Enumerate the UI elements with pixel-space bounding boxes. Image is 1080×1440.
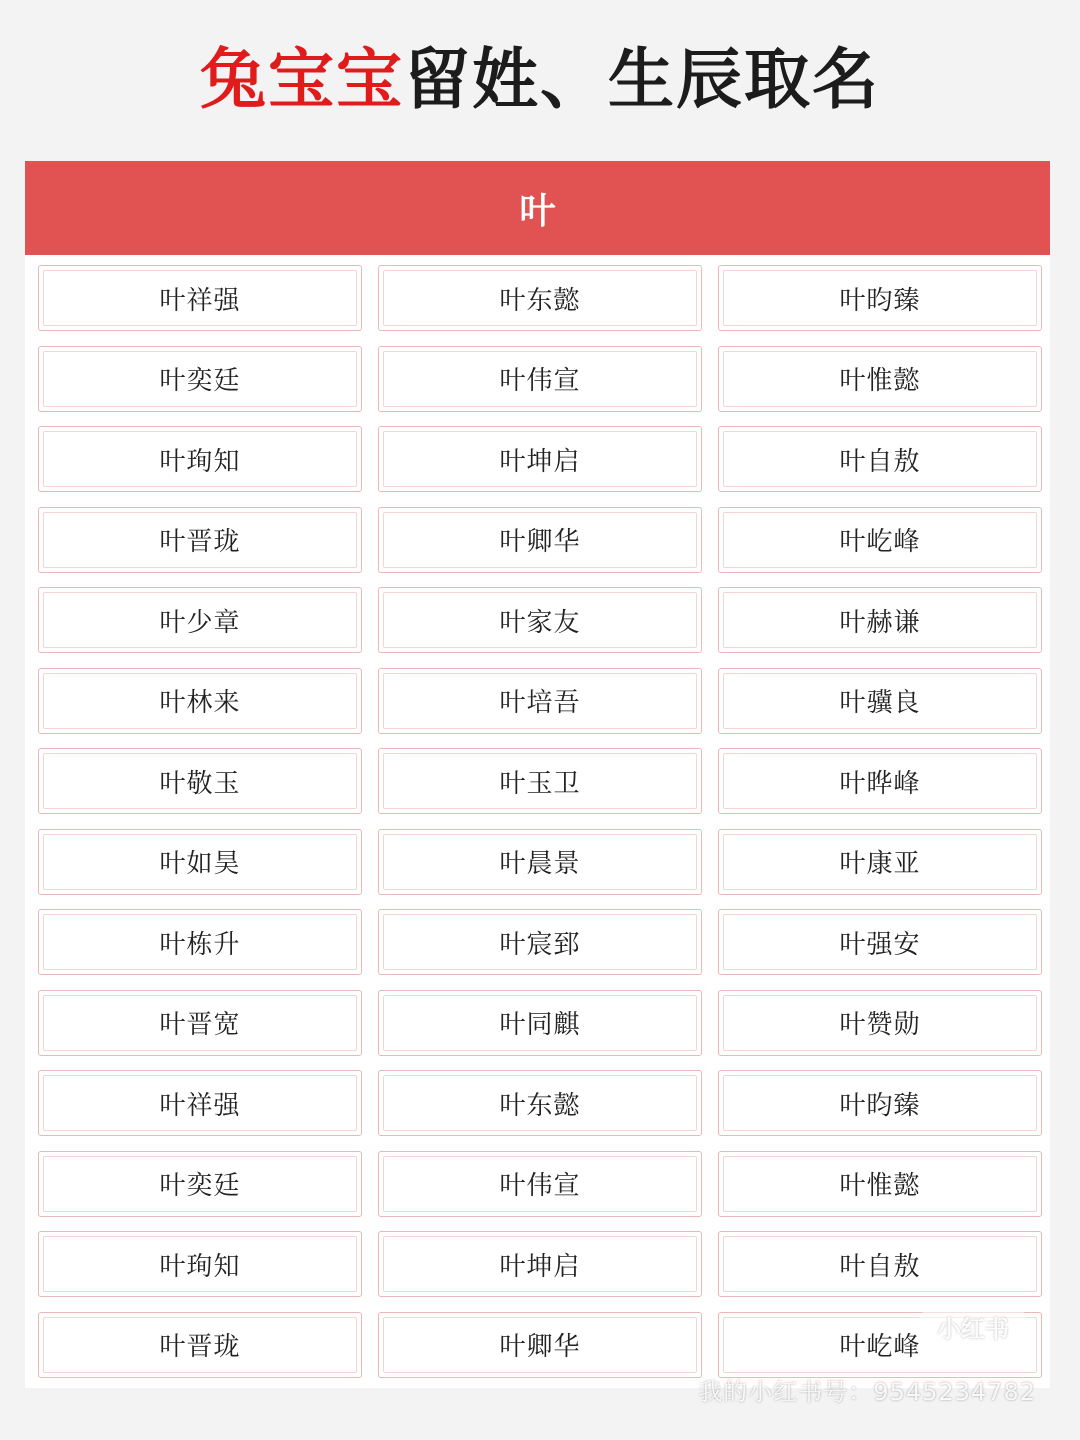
name-text: 叶晋珑	[159, 1332, 241, 1362]
name-cell	[38, 1231, 362, 1297]
name-cell	[38, 990, 362, 1056]
name-text: 叶昀臻	[839, 1090, 921, 1121]
watermark-logo: 小红书	[918, 1302, 1028, 1350]
name-cell	[38, 1070, 362, 1136]
name-cell	[718, 748, 1042, 814]
name-cell	[378, 1070, 702, 1136]
names-grid	[38, 265, 1042, 1378]
name-text: 叶昀臻	[839, 285, 921, 316]
name-text: 叶惟懿	[839, 1171, 921, 1201]
name-cell	[378, 1151, 702, 1217]
name-cell	[38, 1151, 362, 1217]
name-cell	[378, 1312, 702, 1378]
name-cell	[378, 990, 702, 1056]
name-cell	[378, 587, 702, 653]
name-cell	[718, 668, 1042, 734]
name-text: 叶自敖	[839, 1251, 921, 1282]
name-text: 叶晨景	[499, 849, 581, 879]
name-text: 叶坤启	[499, 1251, 581, 1282]
names-card	[25, 161, 1050, 1388]
name-cell	[718, 587, 1042, 653]
name-cell	[378, 748, 702, 814]
name-cell	[38, 1312, 362, 1378]
name-text: 叶珣知	[159, 1251, 241, 1282]
name-cell	[718, 990, 1042, 1056]
name-cell	[718, 426, 1042, 492]
name-text: 叶骥良	[839, 688, 921, 718]
name-cell	[38, 265, 362, 331]
name-cell	[38, 829, 362, 895]
name-cell	[378, 668, 702, 734]
name-text: 叶祥强	[159, 285, 241, 316]
name-text: 叶晋宽	[159, 1010, 241, 1040]
name-cell	[718, 265, 1042, 331]
name-text: 叶栋升	[159, 929, 241, 960]
name-text: 叶奕廷	[159, 1171, 241, 1201]
name-cell	[718, 346, 1042, 412]
name-cell	[378, 909, 702, 975]
name-cell	[378, 1231, 702, 1297]
name-cell	[718, 507, 1042, 573]
name-text: 叶惟懿	[839, 366, 921, 396]
name-cell	[718, 1231, 1042, 1297]
name-text: 叶玉卫	[499, 768, 581, 799]
name-text: 叶东懿	[499, 1090, 581, 1121]
name-cell	[718, 1151, 1042, 1217]
name-text: 叶家友	[499, 607, 581, 638]
name-cell	[718, 829, 1042, 895]
page-title	[0, 38, 1080, 122]
title-rest: 留姓、生辰取名	[404, 41, 880, 118]
watermark-text: 我的小红书号：9545234782	[698, 1378, 1036, 1406]
name-cell	[378, 265, 702, 331]
name-text: 叶伟宣	[499, 1171, 581, 1201]
name-text: 叶赫谦	[839, 607, 921, 638]
name-text: 叶宸郅	[499, 929, 581, 960]
surname-header: 叶	[25, 161, 1050, 255]
name-text: 叶林来	[159, 688, 241, 718]
name-text: 叶晔峰	[839, 768, 921, 799]
name-cell	[378, 426, 702, 492]
name-cell	[38, 909, 362, 975]
name-text: 叶屹峰	[839, 1332, 921, 1362]
name-text: 叶晋珑	[159, 527, 241, 557]
name-text: 叶珣知	[159, 446, 241, 477]
name-text: 叶敬玉	[159, 768, 241, 799]
name-cell	[718, 1070, 1042, 1136]
name-text: 叶祥强	[159, 1090, 241, 1121]
name-text: 叶强安	[839, 929, 921, 960]
name-cell	[378, 346, 702, 412]
name-cell	[378, 829, 702, 895]
name-text: 叶伟宣	[499, 366, 581, 396]
name-text: 叶卿华	[499, 1332, 581, 1362]
name-cell	[38, 587, 362, 653]
name-cell	[378, 507, 702, 573]
name-text: 叶东懿	[499, 285, 581, 316]
name-cell	[718, 909, 1042, 975]
title-highlight: 兔宝宝	[200, 41, 404, 118]
name-text: 叶同麒	[499, 1010, 581, 1040]
name-text: 叶康亚	[839, 849, 921, 879]
name-cell	[38, 748, 362, 814]
name-text: 叶奕廷	[159, 366, 241, 396]
name-cell	[38, 426, 362, 492]
name-cell	[38, 346, 362, 412]
name-text: 叶坤启	[499, 446, 581, 477]
name-text: 叶屹峰	[839, 527, 921, 557]
name-text: 叶培吾	[499, 688, 581, 718]
name-cell	[38, 668, 362, 734]
name-cell	[38, 507, 362, 573]
name-text: 叶卿华	[499, 527, 581, 557]
name-text: 叶如昊	[159, 849, 241, 879]
name-text: 叶赞勋	[839, 1010, 921, 1040]
name-text: 叶少章	[159, 607, 241, 638]
name-text: 叶自敖	[839, 446, 921, 477]
